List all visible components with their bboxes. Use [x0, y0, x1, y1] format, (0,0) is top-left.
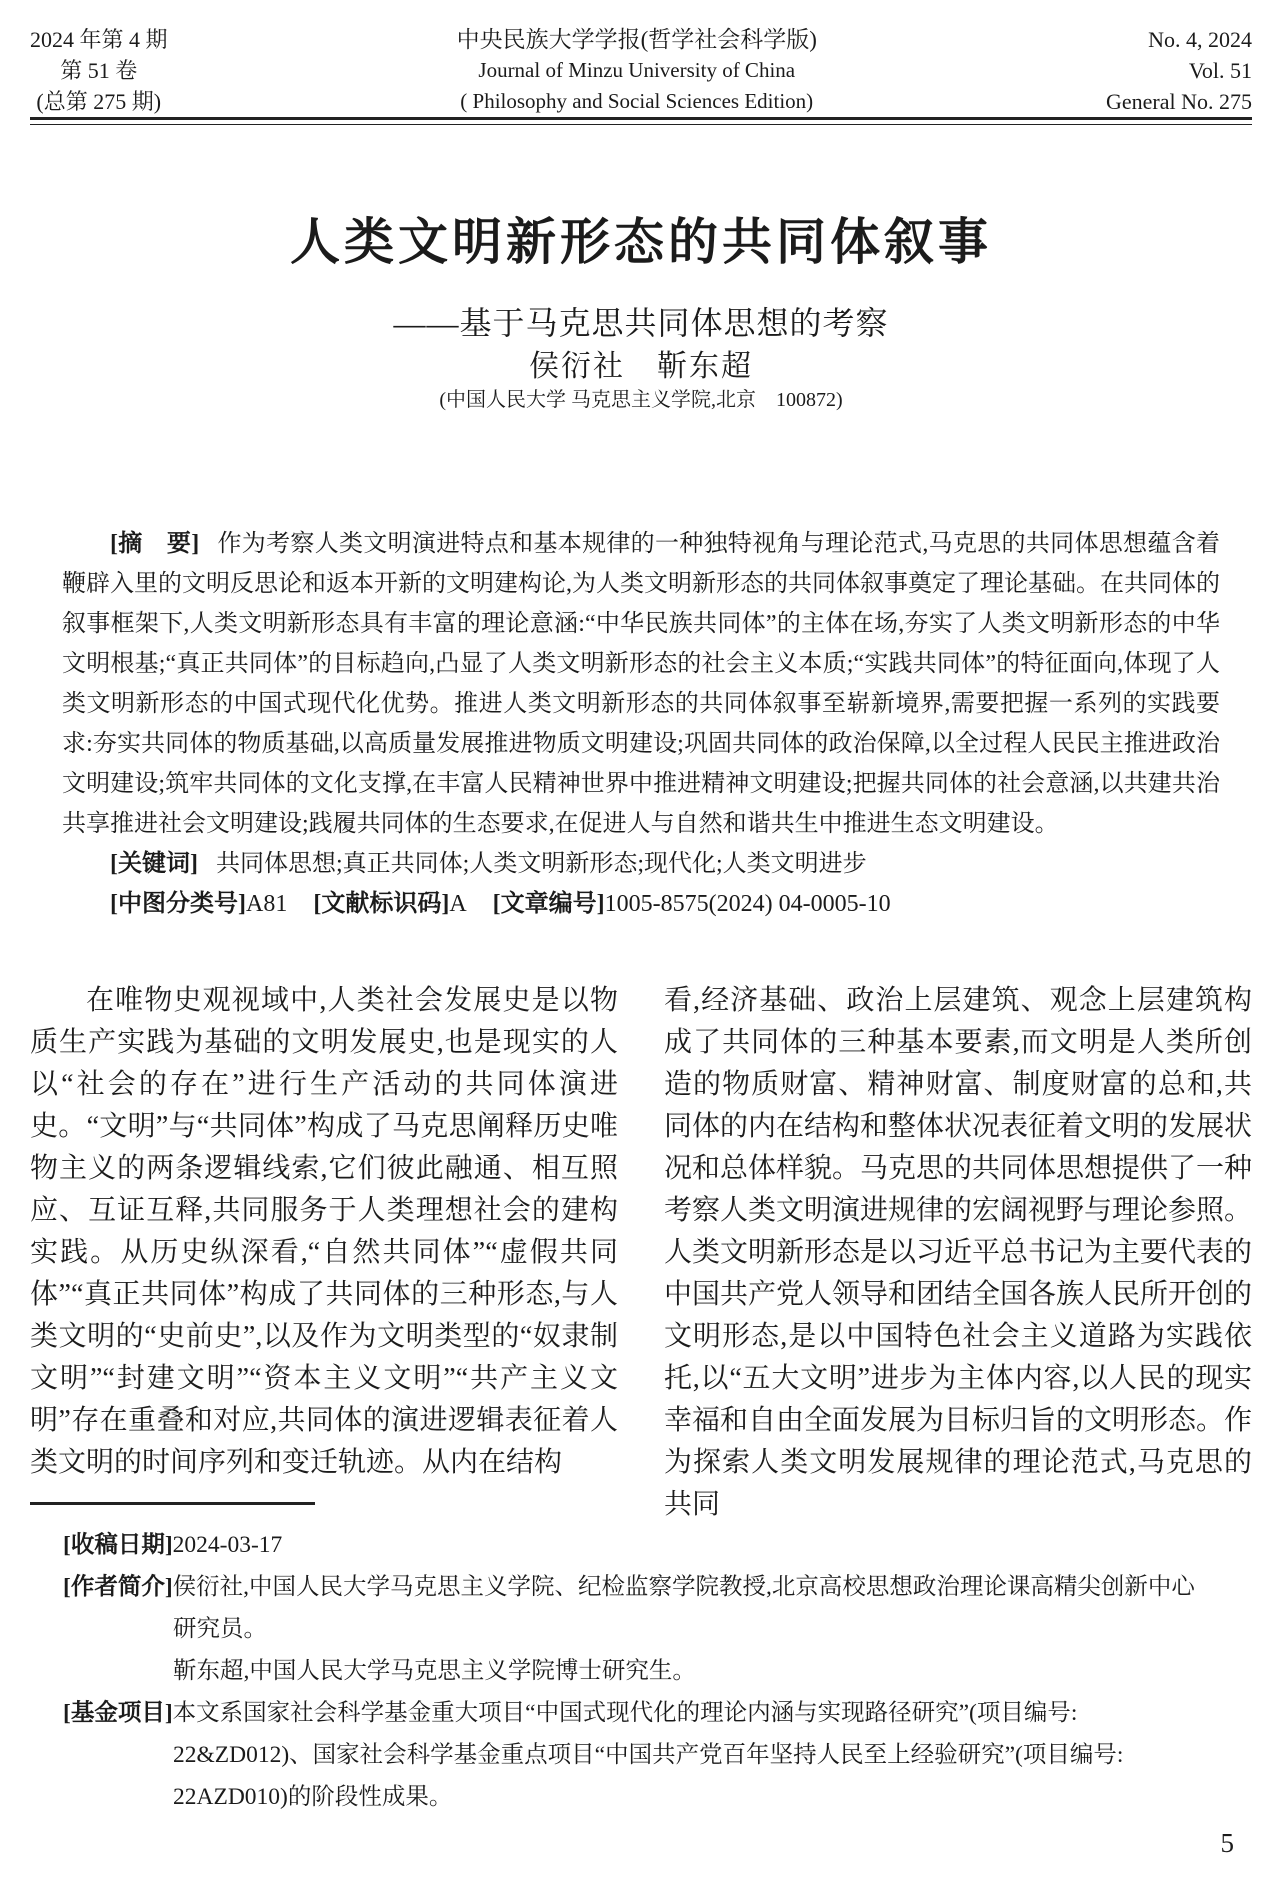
fund-project-row — [63, 1692, 1255, 1734]
article-subtitle: ——基于马克思共同体思想的考察 — [393, 305, 889, 341]
author-bio-continuation — [63, 1608, 1255, 1650]
doc-code-pair — [313, 891, 466, 917]
clc-pair — [110, 891, 287, 917]
fund-project-line: 22&ZD012)、国家社会科学基金重点项目“中国共产党百年坚持人民至上经验研究”(项目编号: — [173, 1742, 1124, 1768]
masthead-double-rule — [30, 117, 1252, 125]
masthead — [30, 24, 1252, 117]
volume-line: 第 51 卷 — [60, 58, 138, 83]
clc-value: A81 — [245, 891, 288, 917]
article-authors: 侯衍社 靳东超 — [529, 350, 753, 383]
doc-code-value: A — [449, 891, 467, 917]
received-date-label: [收稿日期] — [63, 1532, 173, 1558]
keywords-line — [62, 844, 1220, 884]
masthead-journal-block — [457, 24, 817, 117]
article-title: 人类文明新形态的共同体叙事 — [290, 214, 992, 270]
article-id-value: 1005-8575(2024) 04-0005-10 — [604, 891, 891, 917]
volume-en: Vol. 51 — [1188, 58, 1252, 83]
abstract-paragraph — [62, 524, 1220, 844]
author-bio-line: 侯衍社,中国人民大学马克思主义学院、纪检监察学院教授,北京高校思想政治理论课高精尖创新中心 — [172, 1574, 1195, 1600]
masthead-issue-block — [30, 24, 168, 117]
issue-year-line: 2024 年第 4 期 — [30, 27, 168, 52]
author-bio-line: 靳东超,中国人民大学马克思主义学院博士研究生。 — [173, 1658, 696, 1684]
keywords-label: [关键词] — [110, 851, 198, 877]
fund-project-label: [基金项目] — [63, 1700, 173, 1726]
received-date-value: 2024-03-17 — [172, 1532, 283, 1558]
author-bio-row — [63, 1566, 1255, 1608]
journal-name-en: Journal of Minzu University of China — [478, 58, 796, 82]
general-number-en: General No. 275 — [1105, 89, 1252, 114]
body-left-column: 在唯物史观视域中,人类社会发展史是以物质生产实践为基础的文明发展史,也是现实的人以“社会的存在”进行生产活动的共同体演进史。“文明”与“共同体”构成了马克思阐释历史唯物主义的两条逻辑线索,它们彼此融通、相互照应、互证互释,共同服务于人类理想社会的建构实践。从历史纵深看,“自然共同体”“虚假共同体”“真正共同体”构成了共同体的三种形态,与人类文明的“史前史”,以及作为文明类型的“奴隶制文明”“封建文明”“资本主义文明”“共产主义文明”存在重叠和对应,共同体的演进逻辑表征着人类文明的时间序列和变迁轨迹。从内在结构 — [30, 985, 618, 1478]
author-bio-line: 研究员。 — [173, 1616, 267, 1642]
fund-project-line: 本文系国家社会科学基金重大项目“中国式现代化的理论内涵与实现路径研究”(项目编号: — [172, 1700, 1078, 1726]
keywords-text: 共同体思想;真正共同体;人类文明新形态;现代化;人类文明进步 — [215, 851, 867, 877]
body-columns — [30, 980, 1252, 1526]
abstract-label: [摘 要] — [110, 531, 200, 557]
received-date-row — [63, 1524, 1255, 1566]
footnote-separator-rule — [30, 1502, 315, 1505]
fund-project-continuation — [63, 1734, 1255, 1776]
clc-label: [中图分类号] — [110, 891, 246, 917]
doc-code-label: [文献标识码] — [313, 891, 450, 917]
author-bio-second-author — [63, 1650, 1255, 1692]
author-bio-label: [作者简介] — [63, 1574, 173, 1600]
footnotes — [63, 1524, 1255, 1818]
journal-edition-en: ( Philosophy and Social Sciences Edition) — [460, 89, 814, 113]
fund-project-line: 22AZD010)的阶段性成果。 — [173, 1784, 453, 1810]
article-id-pair — [493, 891, 891, 917]
article-affiliation: (中国人民大学 马克思主义学院,北京 100872) — [439, 389, 843, 411]
abstract-text: 作为考察人类文明演进特点和基本规律的一种独特视角与理论范式,马克思的共同体思想蕴含着鞭辟入里的文明反思论和返本开新的文明建构论,为人类文明新形态的共同体叙事奠定了理论基础。在共同体的叙事框架下,人类文明新形态具有丰富的理论意涵:“中华民族共同体”的主体在场,夯实了人类文明新形态的中华文明根基;“真正共同体”的目标趋向,凸显了人类文明新形态的社会主义本质;“实践共同体”的特征面向,体现了人类文明新形态的中国式现代化优势。推进人类文明新形态的共同体叙事至崭新境界,需要把握一系列的实践要求:夯实共同体的物质基础,以高质量发展推进物质文明建设;巩固共同体的政治保障,以全过程人民民主推进政治文明建设;筑牢共同体的文化支撑,在丰富人民精神世界中推进精神文明建设;把握共同体的社会意涵,以共建共治共享推进社会文明建设;践履共同体的生态要求,在促进人与自然和谐共生中推进生态文明建设。 — [62, 531, 1220, 837]
front-matter — [62, 524, 1220, 924]
issue-number-en: No. 4, 2024 — [1148, 27, 1252, 52]
masthead-number-block — [1106, 24, 1252, 117]
journal-name-cn: 中央民族大学学报(哲学社会科学版) — [456, 27, 817, 52]
page-number: 5 — [1220, 1828, 1234, 1858]
classification-line — [62, 884, 1220, 924]
body-right-column: 看,经济基础、政治上层建筑、观念上层建筑构成了共同体的三种基本要素,而文明是人类所创造的物质财富、精神财富、制度财富的总和,共同体的内在结构和整体状况表征着文明的发展状况和总体样貌。马克思的共同体思想提供了一种考察人类文明演进规律的宏阔视野与理论参照。人类文明新形态是以习近平总书记为主要代表的中国共产党人领导和团结全国各族人民所开创的文明形态,是以中国特色社会主义道路为实践依托,以“五大文明”进步为主体内容,以人民的现实幸福和自由全面发展为目标归旨的文明形态。作为探索人类文明发展规律的理论范式,马克思的共同 — [664, 985, 1253, 1520]
article-id-label: [文章编号] — [492, 891, 605, 917]
general-issue-line: (总第 275 期) — [36, 89, 162, 114]
fund-project-continuation — [63, 1776, 1255, 1818]
